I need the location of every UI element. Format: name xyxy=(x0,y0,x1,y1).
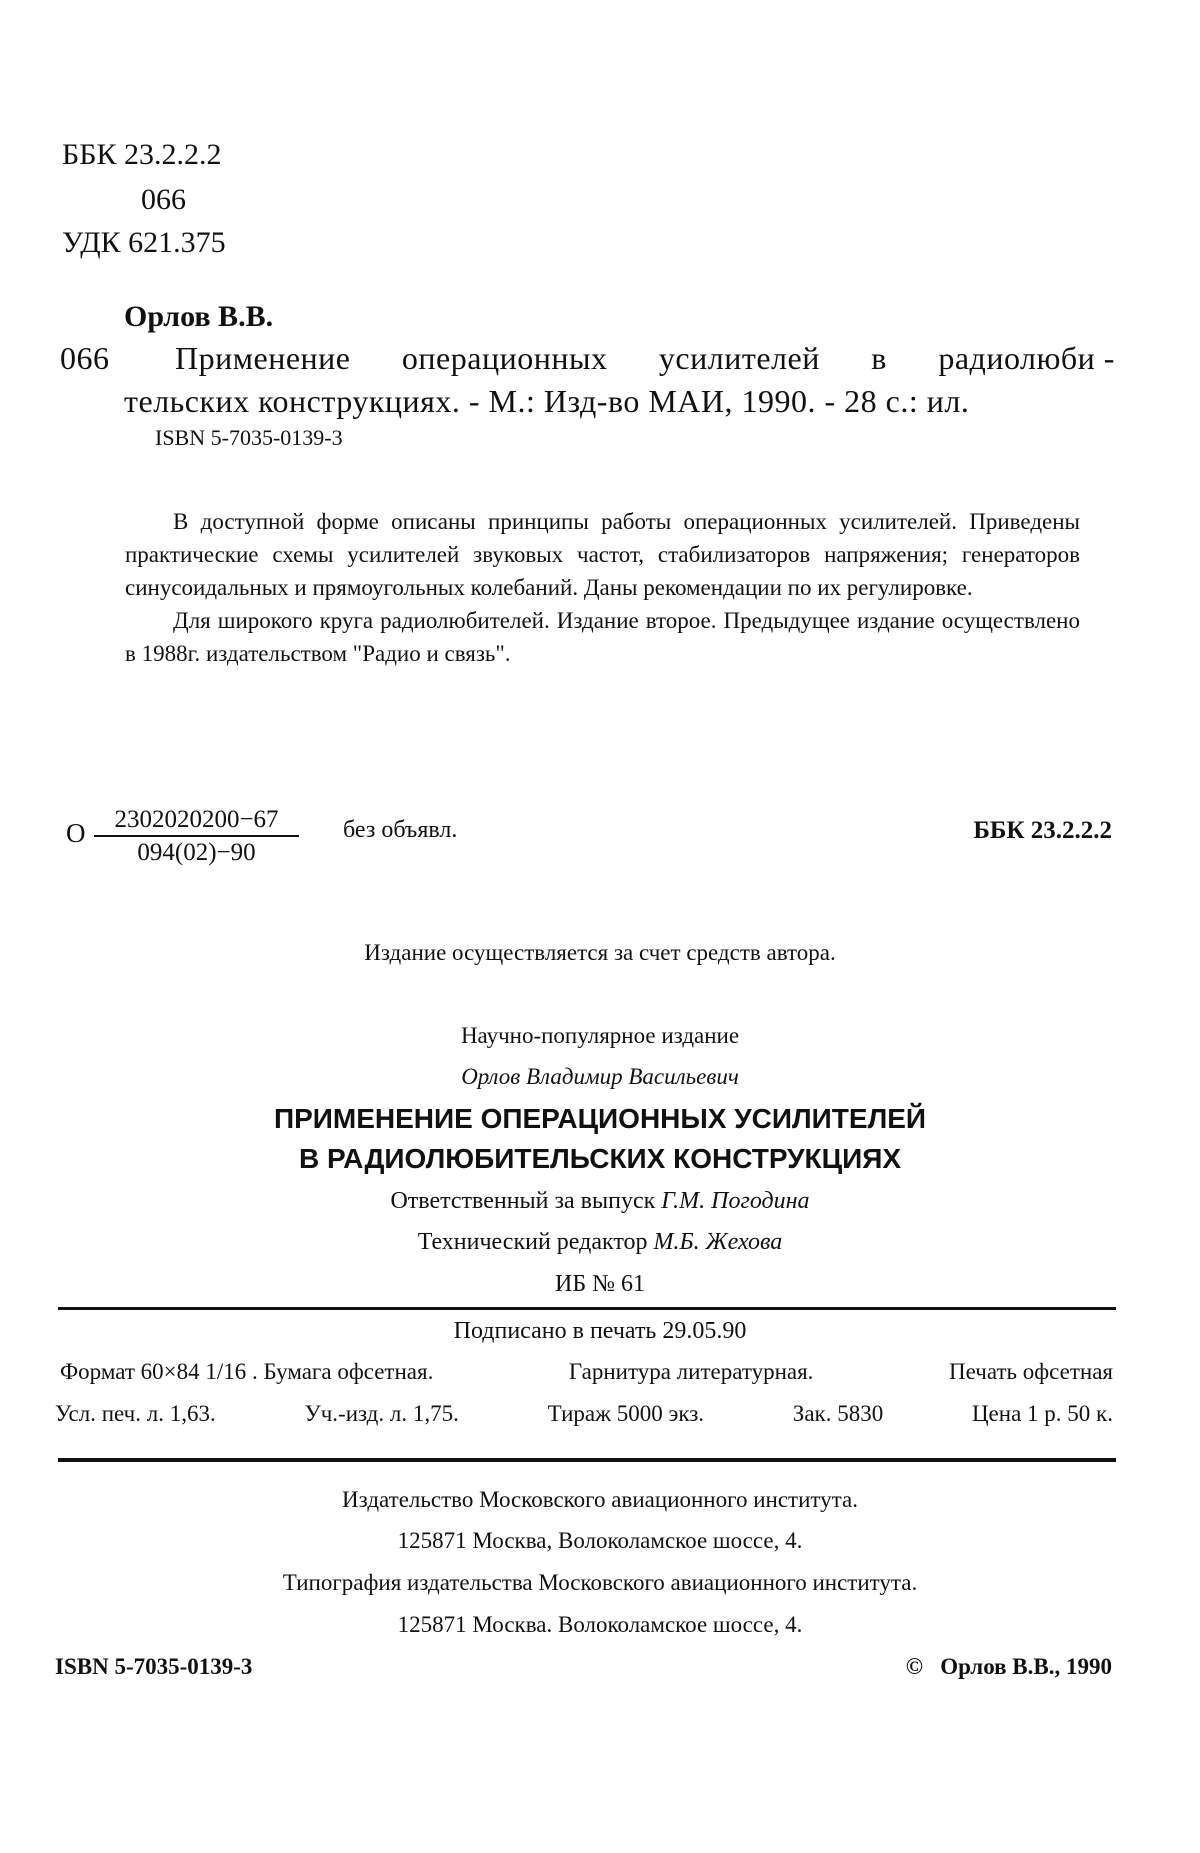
responsible-label: Ответственный за выпуск xyxy=(390,1188,655,1214)
funding-note: Издание осуществляется за счет средств автора. xyxy=(0,940,1200,966)
author-name: Орлов В.В. xyxy=(124,300,273,334)
bib-word: Применение xyxy=(175,340,350,377)
bib-word: усилителей xyxy=(659,340,820,377)
stats-item: Тираж 5000 экз. xyxy=(548,1401,704,1427)
divider-top xyxy=(58,1307,1116,1310)
responsible-line xyxy=(0,1188,1200,1215)
abstract xyxy=(125,505,1080,670)
format-item: Формат 60×84 1/16 . Бумага офсетная. xyxy=(60,1359,433,1385)
abstract-paragraph-2: Для широкого круга радиолюбителей. Издание второе. Предыдущее издание осуществлено в 1988г. издательством "Радио и связь". xyxy=(125,604,1080,670)
ib-number: ИБ № 61 xyxy=(0,1271,1200,1298)
footer-isbn-text: ISBN 5-7035-0139-3 xyxy=(55,1654,252,1679)
format-line xyxy=(60,1359,1113,1385)
bib-code: 066 xyxy=(60,340,110,377)
classification-prefix: О xyxy=(66,818,86,849)
no-advert-note: без объявл. xyxy=(343,817,457,844)
copyright: © Орлов В.В., 1990 xyxy=(906,1654,1112,1680)
author-full-name: Орлов Владимир Васильевич xyxy=(0,1064,1200,1090)
bib-isbn: ISBN 5-7035-0139-3 xyxy=(155,425,343,451)
book-title-line-2: В РАДИОЛЮБИТЕЛЬСКИХ КОНСТРУКЦИЯХ xyxy=(0,1143,1200,1175)
responsible-name: Г.М. Погодина xyxy=(661,1188,809,1214)
fraction-denominator: 094(02)−90 xyxy=(94,837,299,867)
tech-editor-name: М.Б. Жехова xyxy=(654,1229,783,1255)
publisher-line-2: 125871 Москва, Волоколамское шоссе, 4. xyxy=(0,1528,1200,1554)
edition-type: Научно-популярное издание xyxy=(0,1023,1200,1049)
fraction-numerator: 2302020200−67 xyxy=(94,806,299,837)
bib-word: операционных xyxy=(402,340,608,377)
bib-word: в xyxy=(871,340,887,377)
udk-code: УДК 621.375 xyxy=(62,228,226,258)
stats-item: Усл. печ. л. 1,63. xyxy=(55,1401,216,1427)
publisher-line-3: Типография издательства Московского авиационного института. xyxy=(0,1570,1200,1596)
author-mark-code: 066 xyxy=(141,185,186,215)
book-title-line-1: ПРИМЕНЕНИЕ ОПЕРАЦИОННЫХ УСИЛИТЕЛЕЙ xyxy=(0,1103,1200,1135)
bbk-code: ББК 23.2.2.2 xyxy=(62,140,221,170)
classification-bbk: ББК 23.2.2.2 xyxy=(973,817,1112,845)
stats-line xyxy=(55,1401,1113,1427)
stats-item: Зак. 5830 xyxy=(793,1401,883,1427)
footer-isbn xyxy=(55,1654,252,1680)
classification-fraction xyxy=(94,806,299,867)
stats-item: Цена 1 р. 50 к. xyxy=(972,1401,1113,1427)
publisher-line-4: 125871 Москва. Волоколамское шоссе, 4. xyxy=(0,1612,1200,1638)
bib-word: радиолюби - xyxy=(938,340,1115,377)
stats-item: Уч.-изд. л. 1,75. xyxy=(304,1401,458,1427)
bib-title-line-1 xyxy=(175,340,1115,377)
signed-to-print: Подписано в печать 29.05.90 xyxy=(0,1318,1200,1345)
tech-editor-label: Технический редактор xyxy=(418,1229,648,1255)
format-item: Печать офсетная xyxy=(949,1359,1113,1385)
publisher-line-1: Издательство Московского авиационного института. xyxy=(0,1487,1200,1513)
divider-bottom xyxy=(58,1458,1116,1462)
tech-editor-line xyxy=(0,1229,1200,1256)
format-item: Гарнитура литературная. xyxy=(569,1359,814,1385)
abstract-paragraph-1: В доступной форме описаны принципы работы операционных усилителей. Приведены практические схемы усилителей звуковых частот, стабилизаторов напряжения; генераторов синусоидальных и прямоугольных колебаний. Даны рекомендации по их регулировке. xyxy=(125,505,1080,604)
bib-title-line-2: тельских конструкциях. - М.: Изд-во МАИ, 1990. - 28 с.: ил. xyxy=(124,383,969,420)
